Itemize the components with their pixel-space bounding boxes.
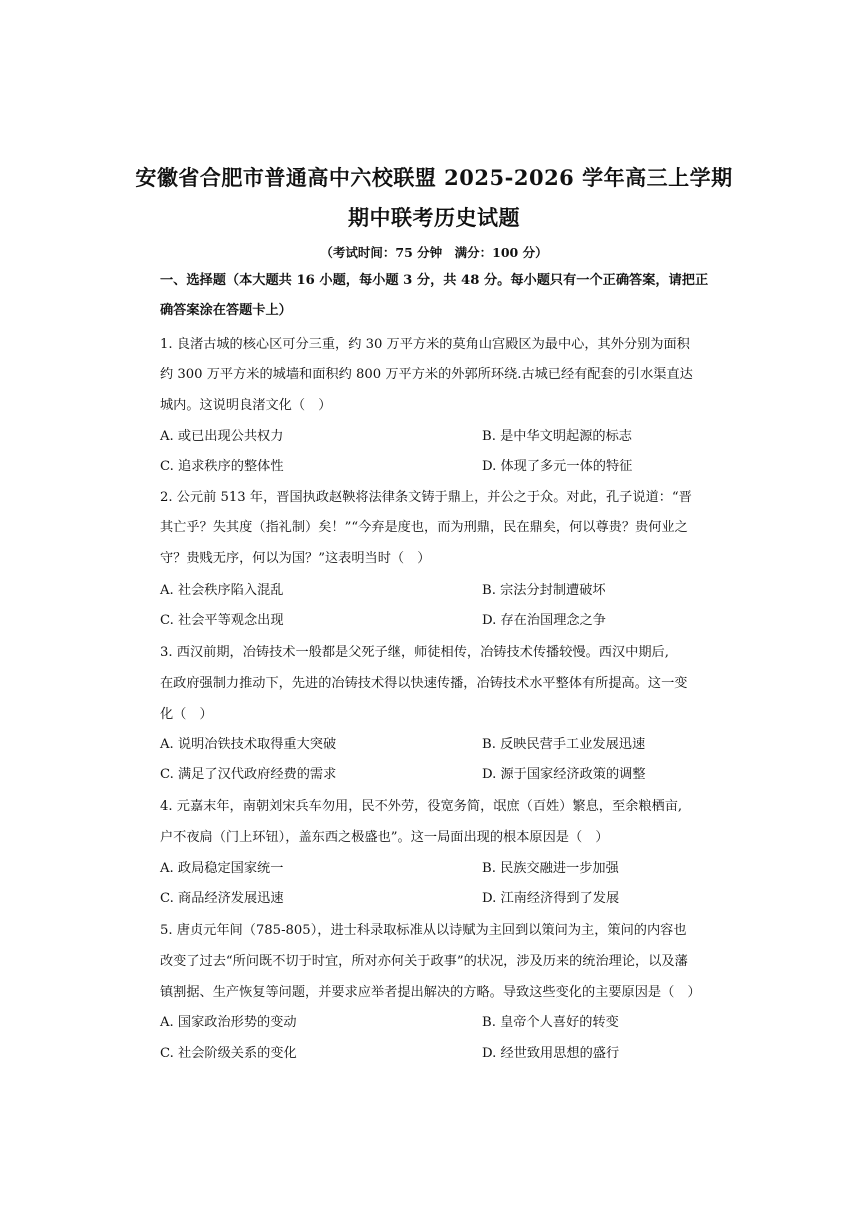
option-a: A. 国家政治形势的变动	[160, 1015, 297, 1030]
option-a: A. 说明冶铁技术取得重大突破	[160, 737, 337, 752]
option-b: B. 是中华文明起源的标志	[482, 429, 632, 444]
question-text: 3. 西汉前期，冶铸技术一般都是父死子继，师徒相传，冶铸技术传播较慢。西汉中期后,	[160, 645, 669, 660]
question-text: 2. 公元前 513 年，晋国执政赵鞅将法律条文铸于鼎上，并公之于众。对此，孔子说道：“晋	[160, 490, 692, 505]
option-d: D. 江南经济得到了发展	[482, 891, 620, 906]
document-title-line1: 安徽省合肥市普通高中六校联盟 2025-2026 学年高三上学期	[135, 165, 733, 190]
option-c: C. 商品经济发展迅速	[160, 891, 284, 906]
question-text: 化（ ）	[160, 707, 213, 722]
option-b: B. 反映民营手工业发展迅速	[482, 737, 646, 752]
option-b: B. 民族交融进一步加强	[482, 861, 619, 876]
option-d: D. 经世致用思想的盛行	[482, 1046, 620, 1061]
option-c: C. 追求秩序的整体性	[160, 459, 284, 474]
option-c: C. 社会阶级关系的变化	[160, 1046, 297, 1061]
document-title-line2: 期中联考历史试题	[348, 205, 520, 230]
question-text: 1. 良渚古城的核心区可分三重，约 30 万平方米的莫角山宫殿区为最中心，其外分别为面积	[160, 337, 690, 352]
section-heading: 一、选择题（本大题共 16 小题，每小题 3 分，共 48 分。每小题只有一个正确答案，请把正	[160, 273, 709, 288]
question-text: 4. 元嘉末年，南朝刘宋兵车勿用，民不外劳，役宽务简，氓庶（百姓）繁息，至余粮栖亩,	[160, 799, 683, 814]
question-text: 户不夜扃（门上环钮），盖东西之极盛也”。这一局面出现的根本原因是（ ）	[160, 830, 609, 845]
option-b: B. 宗法分封制遭破坏	[482, 583, 606, 598]
question-text: 镇割据、生产恢复等问题，并要求应举者提出解决的方略。导致这些变化的主要原因是（ ）	[160, 985, 701, 1000]
exam-info: （考试时间：75 分钟 满分：100 分）	[320, 245, 548, 260]
option-c: C. 满足了汉代政府经费的需求	[160, 767, 337, 782]
question-text: 其亡乎？失其度（指礼制）矣！”“今弃是度也，而为刑鼎，民在鼎矣，何以尊贵？贵何业之	[160, 520, 688, 535]
option-b: B. 皇帝个人喜好的转变	[482, 1015, 619, 1030]
option-c: C. 社会平等观念出现	[160, 613, 284, 628]
section-heading-cont: 确答案涂在答题卡上）	[160, 303, 292, 318]
question-text: 在政府强制力推动下，先进的冶铸技术得以快速传播，冶铸技术水平整体有所提高。这一变	[160, 676, 688, 691]
question-text: 守？贵贱无序，何以为国？”这表明当时（ ）	[160, 551, 431, 566]
option-d: D. 体现了多元一体的特征	[482, 459, 633, 474]
question-text: 5. 唐贞元年间（785-805），进士科录取标准从以诗赋为主回到以策问为主，策问的内容也	[160, 923, 687, 938]
question-text: 约 300 万平方米的城墙和面积约 800 万平方米的外郭所环绕.古城已经有配套的引水渠直达	[160, 367, 693, 382]
question-text: 改变了过去“所问既不切于时宜，所对亦何关于政事”的状况，涉及历来的统治理论，以及藩	[160, 954, 688, 969]
option-a: A. 政局稳定国家统一	[160, 861, 284, 876]
option-a: A. 社会秩序陷入混乱	[160, 583, 284, 598]
question-text: 城内。这说明良渚文化（ ）	[160, 398, 332, 413]
option-d: D. 源于国家经济政策的调整	[482, 767, 646, 782]
option-d: D. 存在治国理念之争	[482, 613, 606, 628]
option-a: A. 或已出现公共权力	[160, 429, 284, 444]
